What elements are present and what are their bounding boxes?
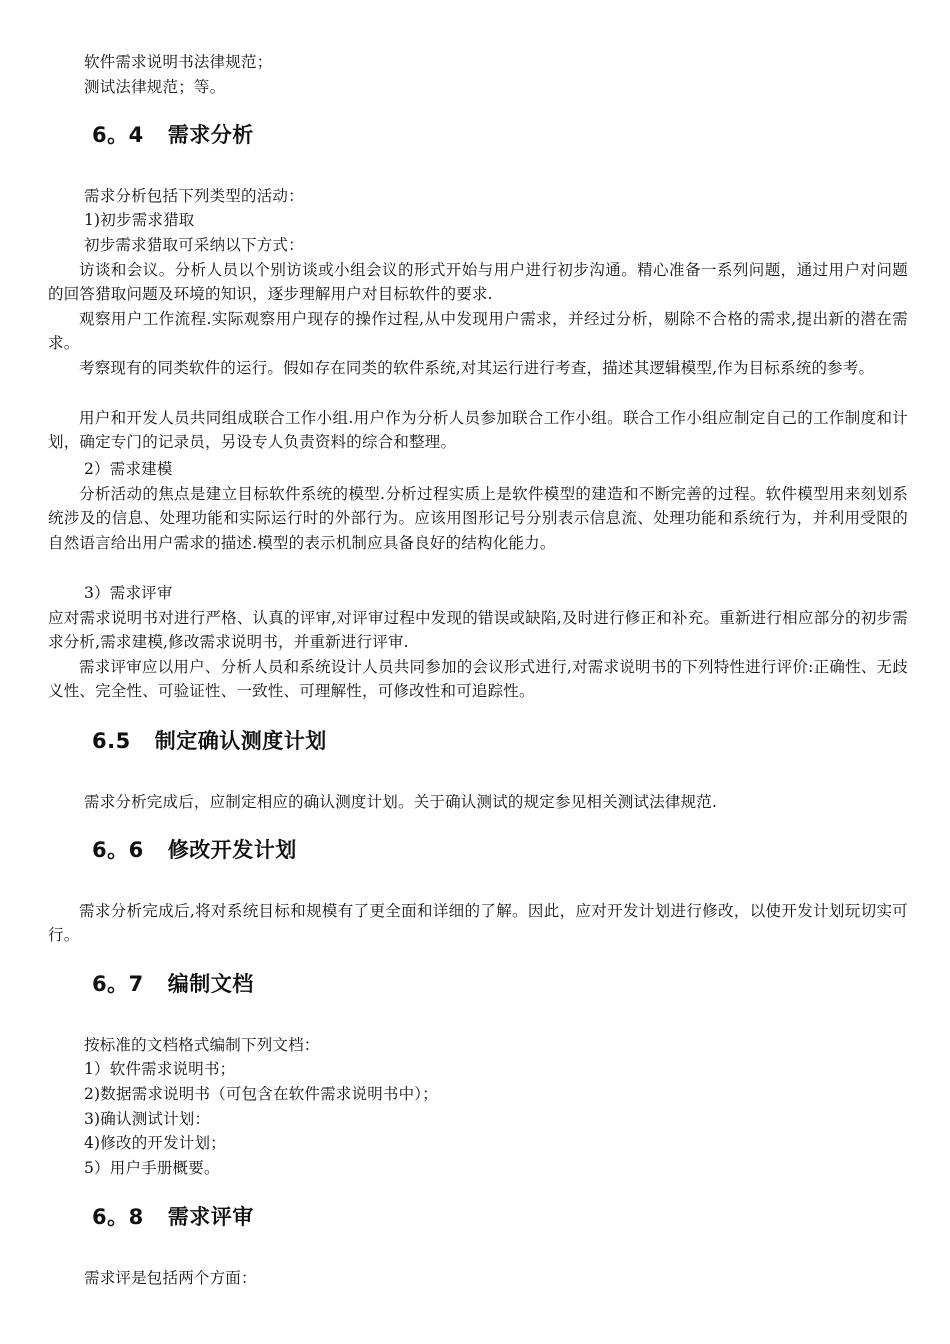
list-item: 3)确认测试计划： [84, 1110, 211, 1128]
text-line: 需求分析完成后，应制定相应的确认测度计划。关于确认测试的规定参见相关测试法律规范. [84, 793, 718, 811]
list-item: 1)初步需求猎取 [84, 211, 195, 229]
list-item: 4)修改的开发计划； [84, 1134, 226, 1152]
list-item: 2)数据需求说明书（可包含在软件需求说明书中）； [84, 1085, 438, 1103]
paragraph: 应对需求说明书对进行严格、认真的评审,对评审过程中发现的错误或缺陷,及时进行修正和补充。重新进行相应部分的初步需求分析,需求建模,修改需求说明书，并重新进行评审. [48, 609, 908, 652]
list-item: 5）用户手册概要。 [84, 1159, 220, 1177]
section-number: 6。6 [92, 838, 144, 862]
section-heading-6-4 [92, 121, 254, 149]
section-heading-6-5 [92, 727, 327, 755]
text-line: 需求分析包括下列类型的活动： [84, 187, 304, 205]
section-heading-6-6 [92, 836, 297, 864]
section-title: 制定确认测度计划 [154, 729, 327, 753]
text-line: 软件需求说明书法律规范； [84, 53, 273, 71]
text-line: 测试法律规范；等。 [84, 78, 226, 96]
text-line: 初步需求猎取可采纳以下方式： [84, 236, 304, 254]
paragraph: 访谈和会议。分析人员以个别访谈或小组会议的形式开始与用户进行初步沟通。精心准备一系列问题，通过用户对问题的回答猎取问题及环境的知识，逐步理解用户对目标软件的要求. [48, 261, 908, 304]
section-number: 6.5 [92, 729, 131, 753]
section-number: 6。4 [92, 123, 144, 147]
paragraph: 观察用户工作流程.实际观察用户现存的操作过程,从中发现用户需求，并经过分析，剔除不合格的需求,提出新的潜在需求。 [48, 310, 908, 353]
section-number: 6。8 [92, 1205, 144, 1229]
paragraph: 用户和开发人员共同组成联合工作小组.用户作为分析人员参加联合工作小组。联合工作小组应制定自己的工作制度和计划，确定专门的记录员，另设专人负责资料的综合和整理。 [48, 409, 908, 452]
section-heading-6-8 [92, 1203, 254, 1231]
list-item: 2）需求建模 [84, 460, 173, 478]
section-heading-6-7 [92, 970, 254, 998]
paragraph: 需求评审应以用户、分析人员和系统设计人员共同参加的会议形式进行,对需求说明书的下列特性进行评价:正确性、无歧义性、完全性、可验证性、一致性、可理解性，可修改性和可追踪性。 [48, 658, 908, 701]
text-line: 需求评是包括两个方面： [84, 1269, 257, 1287]
list-item: 1）软件需求说明书； [84, 1060, 236, 1078]
text-line: 按标准的文档格式编制下列文档： [84, 1036, 320, 1054]
section-title: 需求评审 [167, 1205, 254, 1229]
section-title: 编制文档 [167, 972, 254, 996]
section-title: 需求分析 [167, 123, 254, 147]
paragraph: 考察现有的同类软件的运行。假如存在同类的软件系统,对其运行进行考查，描述其逻辑模型,作为目标系统的参考。 [79, 359, 875, 377]
paragraph: 分析活动的焦点是建立目标软件系统的模型.分析过程实质上是软件模型的建造和不断完善的过程。软件模型用来刻划系统涉及的信息、处理功能和实际运行时的外部行为。应该用图形记号分别表示信息流、处理功能和系统行为，并利用受限的自然语言给出用户需求的描述.模型的表示机制应具备良好的结构化能力。 [48, 485, 908, 552]
list-item: 3）需求评审 [84, 584, 173, 602]
paragraph: 需求分析完成后,将对系统目标和规模有了更全面和详细的了解。因此，应对开发计划进行修改，以使开发计划玩切实可行。 [48, 902, 908, 945]
section-title: 修改开发计划 [167, 838, 297, 862]
section-number: 6。7 [92, 972, 144, 996]
